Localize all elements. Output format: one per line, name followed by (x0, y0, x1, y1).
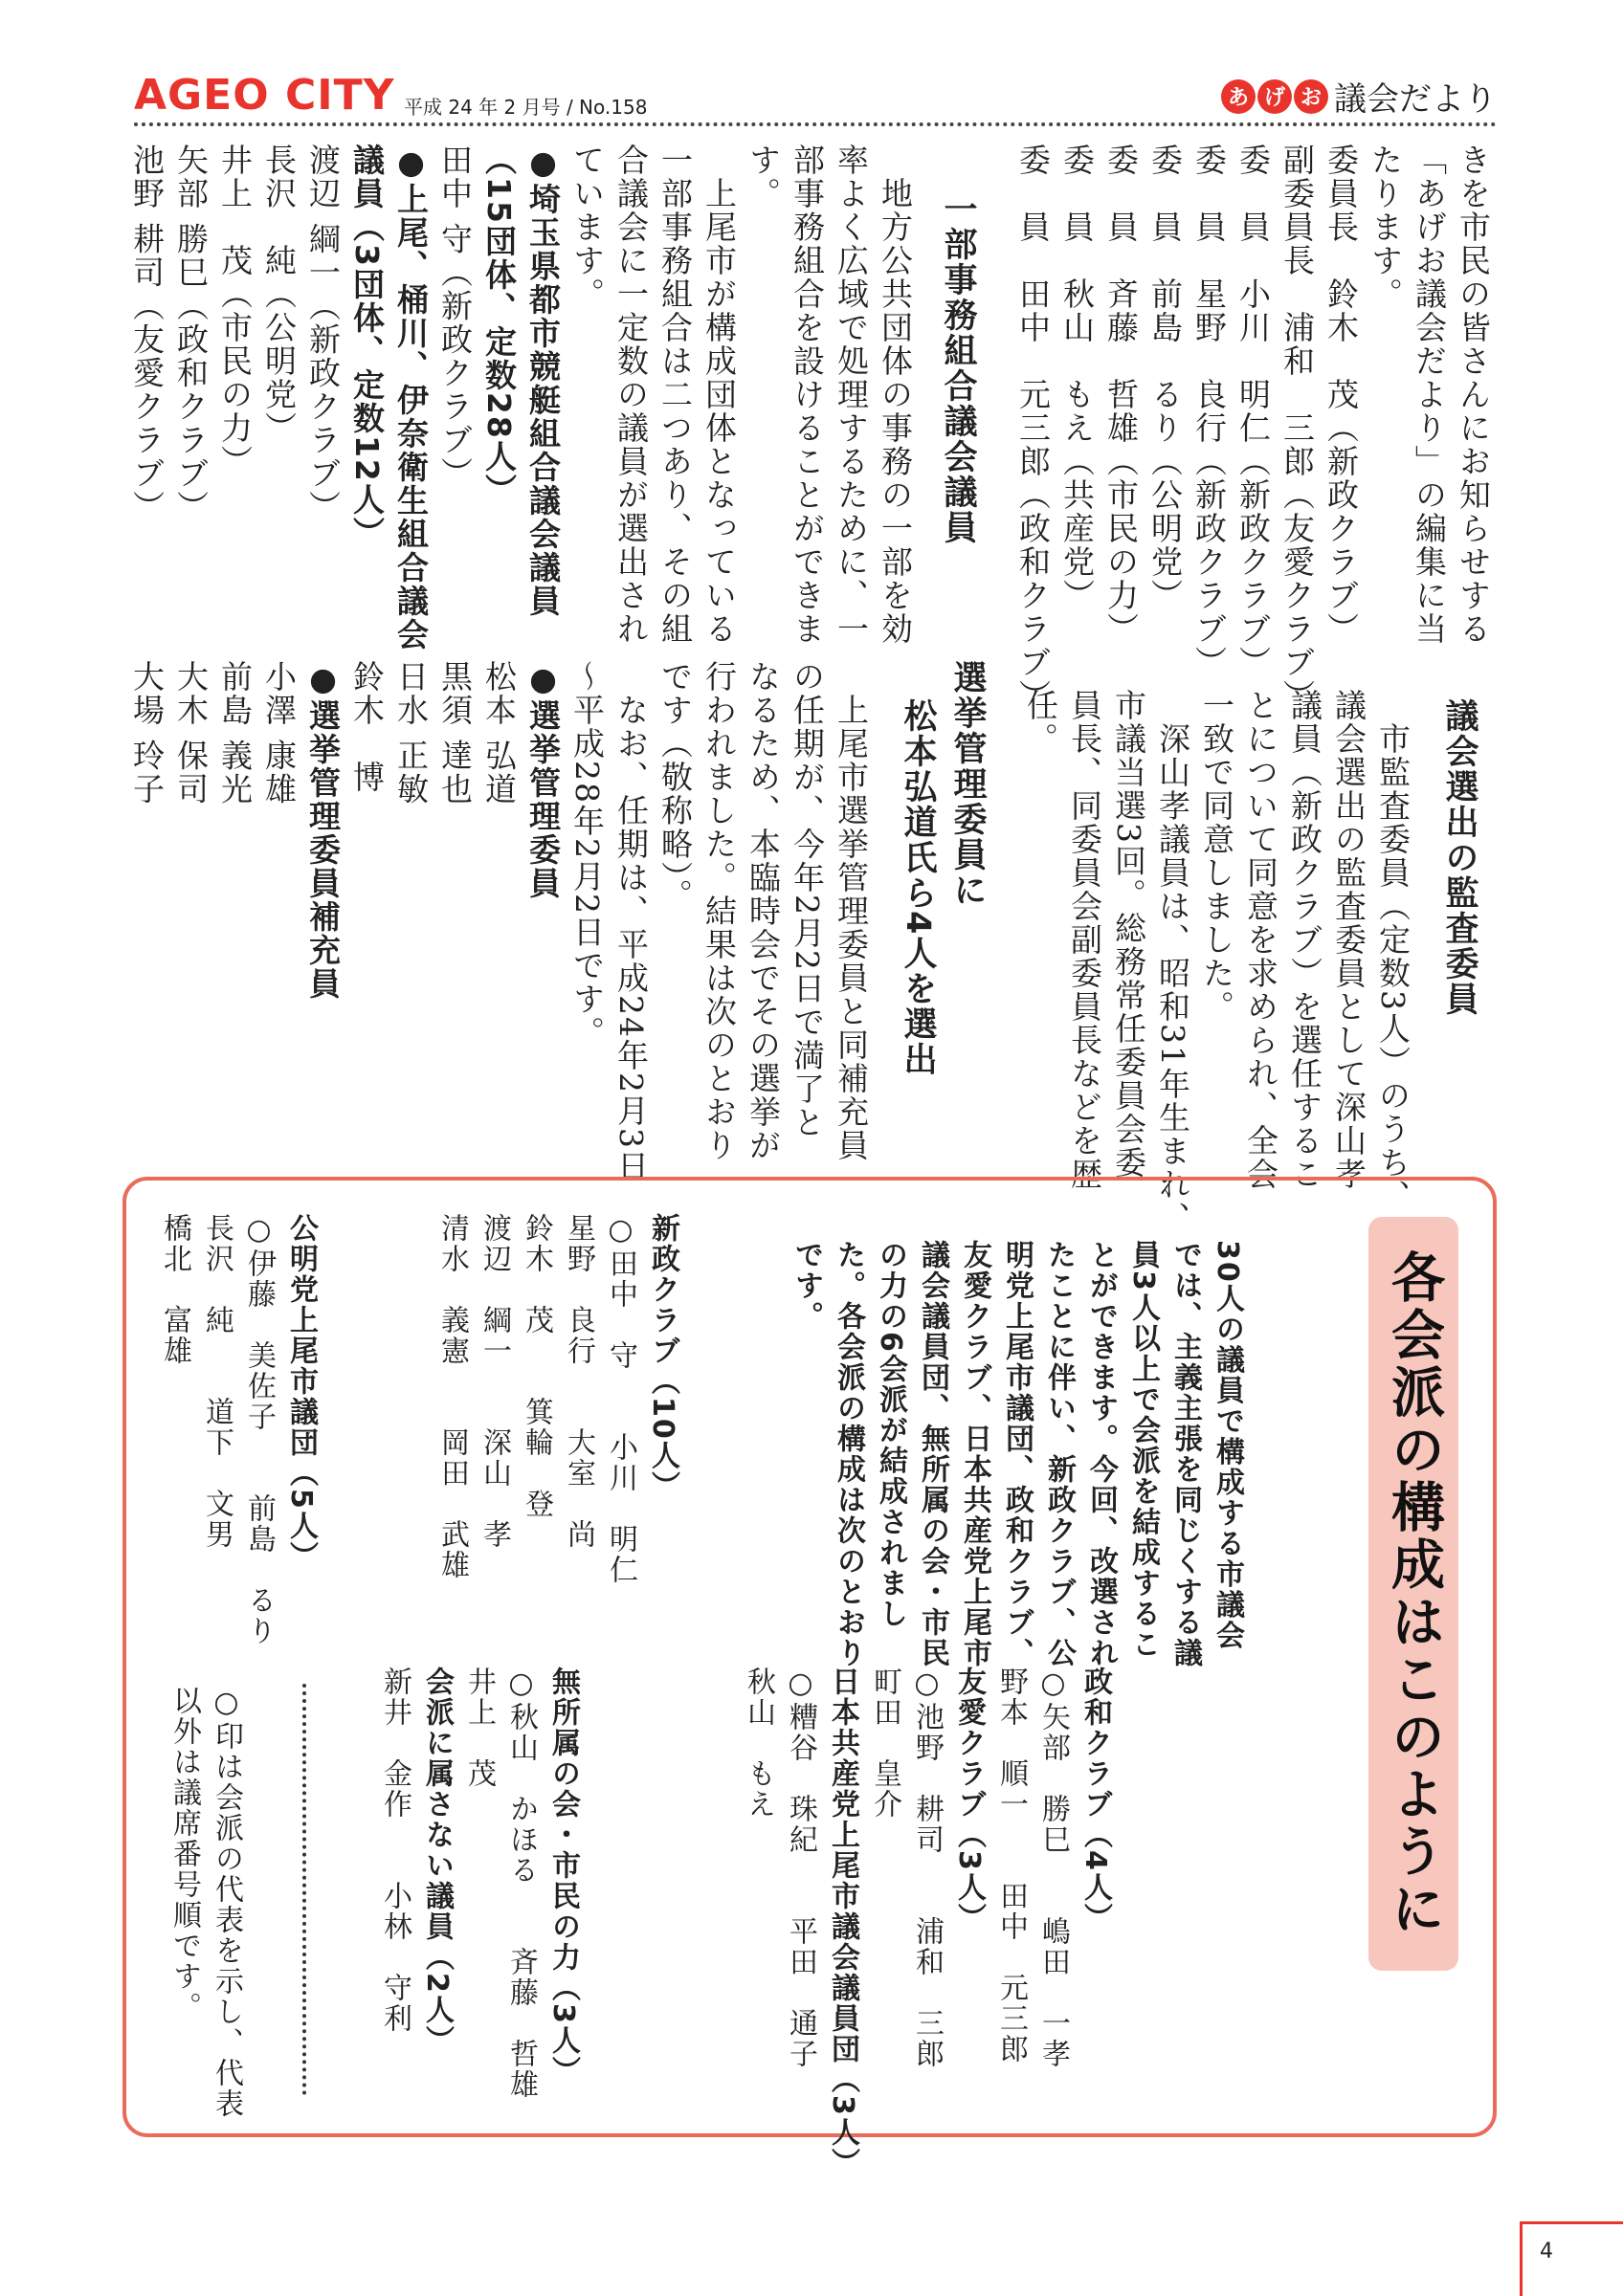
seiwa-yuai-kyosan: 政和クラブ（4人） ○矢部 勝巳 嶋田 一孝 野本 順一 田中 元三郎 友愛クラブ（3人） ○池野 耕司 浦和 三郎 町田 皇介 日本共産党上尾市議会議員団（3人） ○糟谷 珠紀 平田 通子 秋山 もえ (742, 1667, 1112, 2178)
page-number: 4 (1520, 2221, 1623, 2296)
page-header (134, 71, 1497, 128)
komei-party: 公明党上尾市議団（5人） ○伊藤 美佐子 前島 るり 長沢 純 道下 文男 橋北 富雄 (158, 1213, 318, 1646)
kaiha-note: ○印は会派の代表を示し、代表 以外は議席番号順です。 (167, 1686, 243, 2119)
kaiha-intro: 30人の議員で構成する市議会 では、主義主張を同じくする議 員3人以上で会派を結成するこ とができます。今回、改選され たことに伴い、新政クラブ、公 明党上尾市議団、政和クラブ、 友愛クラブ、日本共産党上尾市 議会議員団、無所属の会・市民 の力の6会派が結成されまし た。各会派の構成は次のとおり です。 (789, 1240, 1244, 1668)
header-divider (134, 122, 1497, 126)
kansa-section: 議会選出の監査委員 市監査委員（定数3人）のうち、 議会選出の監査委員として深山孝 議員（新政クラブ）を選任するこ とについて同意を求められ、全会 一致で同意しました。 深山孝議員は、昭和31年生まれ、 市議当選3回。総務常任委員会委 員長、同委員会副委員長などを歴 任。 (1018, 689, 1481, 1138)
senkyo-section: 選挙管理委員に 松本弘道氏ら4人を選出 上尾市選挙管理委員と同補充員 の任期が、今年2月2日で満了と なるため、本臨時会でその選挙が 行われました。結果は次のとおり です（敬称略）。 なお、任期は、平成24年2月3日 ～平成28年2月2日です。 ●選挙管理委員 松本 弘道 黒須 達也 日水 正敏 鈴木 博 ●選挙管理委員補充員 小澤 康雄 前島 義光 大木 保司 大場 玲子 (124, 660, 989, 1138)
section-heading: 選挙管理委員に (948, 660, 987, 908)
publication-logo: あ げ お (1221, 79, 1330, 114)
publication-name (1221, 73, 1497, 120)
section-heading: 一部事務組合議会議員 (939, 191, 977, 545)
mushozoku-nonparty: 無所属の会・市民の力（3人） ○秋山 かほる 斉藤 哲雄 井上 茂 会派に属さない議員（2人） 新井 金作 小林 守利 (378, 1667, 580, 2100)
shinsei-club: 新政クラブ（10人） ○田中 守 小川 明仁 星野 良行 大室 尚 鈴木 茂 箕輪 登 渡辺 綱一 深山 孝 清水 義憲 岡田 武雄 (435, 1213, 679, 1585)
brand-logo: AGEO CITY (134, 71, 395, 120)
publication-title: 議会だより (1334, 80, 1497, 119)
section-heading: 松本弘道氏ら4人を選出 (899, 698, 937, 1078)
section-heading: 議会選出の監査委員 (1440, 698, 1478, 1017)
kaiha-title: 各会派の構成はこのように (1368, 1217, 1458, 1971)
jimukumiai-section: 一部事務組合議会議員 地方公共団体の事務の一部を効 率よく広域で処理するために、一 部事務組合を設けることができま す。 上尾市が構成団体となっている 一部事務組合は二つあり、その組 合議会に一定数の議員が選出され ています。 ●埼玉県都市競艇組合議会議員 （15団体、定数28人） 田中 守（新政クラブ） ●上尾、桶川、伊奈衛生組合議会 議員（3団体、定数12人） 渡辺 綱一（新政クラブ） 長沢 純（公明党） 井上 茂（市民の力） 矢部 勝巳（政和クラブ） 池野 耕司（友愛クラブ） (124, 144, 980, 641)
editorial-committee-block: きを市民の皆さんにお知らせする 「あげお議会だより」の編集に当 たります。 委員長 鈴木 茂（新政クラブ） 副委員長 浦和 三郎（友愛クラブ） 委 員 小川 明仁（新政クラブ） 委 員 星野 良行（新政クラブ） 委 員 前島 るり（公明党） 委 員 斉藤 哲雄（市民の力） 委 員 秋山 もえ（共産党） 委 員 田中 元三郎（政和クラブ） (1014, 144, 1492, 713)
issue-label: 平成 24 年 2 月号 / No.158 (404, 96, 648, 119)
note-divider (302, 1684, 306, 2095)
